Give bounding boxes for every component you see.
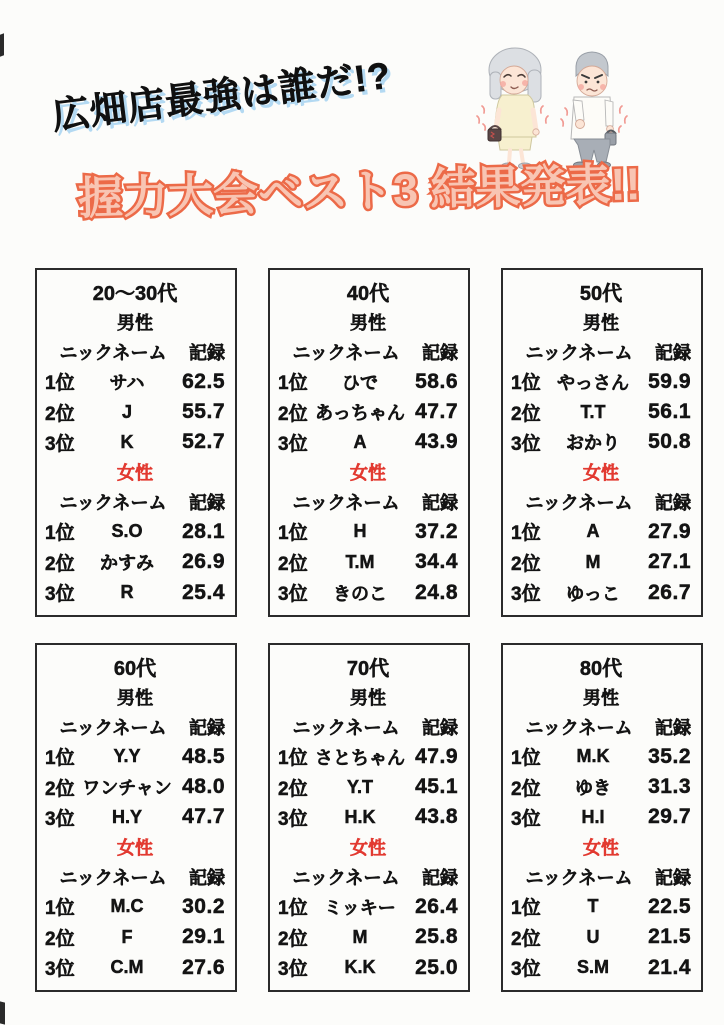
rank-label: 2位: [278, 403, 308, 425]
record-column-header: 記録: [422, 717, 458, 738]
columns-header: [511, 339, 691, 365]
result-row: [511, 579, 691, 606]
nickname-value: きのこ: [333, 583, 387, 604]
record-value: 27.9: [648, 519, 691, 543]
rank-label: 1位: [511, 523, 541, 545]
age-group-box: [35, 268, 237, 617]
nickname-column-header: ニックネーム: [292, 342, 400, 363]
nickname-column-header: ニックネーム: [292, 492, 400, 513]
nickname-value: H.Y: [111, 806, 142, 827]
result-row: [278, 804, 458, 831]
record-value: 31.3: [648, 775, 691, 799]
nickname-value: M: [585, 551, 601, 572]
rank-label: 1位: [45, 898, 75, 920]
rank-label: 1位: [278, 523, 308, 545]
nickname-column-header: ニックネーム: [292, 717, 400, 738]
record-value: 21.5: [648, 925, 691, 949]
result-row: [278, 399, 458, 426]
result-row: [278, 579, 458, 606]
rank-label: 2位: [278, 778, 308, 800]
record-value: 26.7: [648, 580, 691, 604]
nickname-value: A: [586, 521, 600, 542]
nickname-value: J: [121, 401, 132, 422]
columns-header: [511, 489, 691, 515]
nickname-value: あっちゃん: [315, 403, 405, 424]
rank-label: 3位: [278, 808, 308, 830]
record-value: 47.7: [182, 805, 225, 829]
nickname-value: ゆき: [575, 778, 611, 799]
nickname-value: ミッキー: [324, 897, 396, 918]
rank-label: 3位: [511, 959, 541, 981]
rank-label: 2位: [511, 553, 541, 575]
result-row: [45, 549, 225, 576]
record-value: 47.9: [415, 744, 458, 768]
nickname-value: Y.T: [346, 776, 373, 797]
columns-header: [45, 489, 225, 515]
record-value: 30.2: [182, 894, 225, 918]
male-section-label: 男性: [117, 688, 153, 709]
nickname-value: ワンチャン: [82, 778, 172, 799]
record-column-header: 記録: [189, 867, 225, 888]
result-row: [45, 924, 225, 951]
columns-header: [45, 864, 225, 890]
result-row: [278, 549, 458, 576]
rank-label: 3位: [278, 584, 308, 606]
rank-label: 2位: [278, 928, 308, 950]
result-row: [45, 954, 225, 981]
result-row: [278, 429, 458, 456]
female-section-label: 女性: [583, 463, 619, 484]
female-section-label: 女性: [117, 463, 153, 484]
rank-label: 3位: [45, 584, 75, 606]
nickname-value: T: [587, 896, 599, 917]
male-section-label: 男性: [117, 313, 153, 334]
nickname-value: U: [586, 926, 600, 947]
male-section-label: 男性: [583, 313, 619, 334]
nickname-value: サハ: [109, 372, 145, 393]
rank-label: 3位: [511, 584, 541, 606]
columns-header: [278, 714, 458, 740]
record-column-header: 記録: [189, 717, 225, 738]
result-row: [511, 399, 691, 426]
rank-label: 1位: [45, 523, 75, 545]
record-value: 52.7: [182, 430, 225, 454]
age-group-title: 40代: [346, 282, 390, 305]
record-value: 48.5: [182, 744, 225, 768]
rank-label: 1位: [278, 373, 308, 395]
record-value: 25.0: [415, 955, 458, 979]
nickname-value: M: [352, 926, 368, 947]
rank-label: 3位: [278, 433, 308, 455]
nickname-column-header: ニックネーム: [59, 342, 167, 363]
record-value: 21.4: [648, 955, 691, 979]
nickname-column-header: ニックネーム: [525, 342, 633, 363]
nickname-value: H.I: [581, 806, 605, 827]
record-value: 48.0: [182, 775, 225, 799]
nickname-column-header: ニックネーム: [292, 867, 400, 888]
nickname-value: H: [353, 521, 367, 542]
rank-label: 1位: [45, 748, 75, 770]
result-row: [511, 954, 691, 981]
nickname-column-header: ニックネーム: [525, 492, 633, 513]
record-column-header: 記録: [655, 717, 691, 738]
result-row: [45, 579, 225, 606]
rank-label: 1位: [278, 898, 308, 920]
nickname-value: Y.Y: [113, 746, 141, 767]
nickname-value: やっさん: [557, 372, 629, 393]
record-value: 25.8: [415, 925, 458, 949]
female-section-label: 女性: [350, 463, 386, 484]
nickname-value: S.O: [111, 521, 143, 542]
rank-label: 3位: [45, 808, 75, 830]
nickname-value: S.M: [576, 957, 609, 978]
result-row: [45, 774, 225, 801]
nickname-value: K: [120, 431, 134, 452]
rank-label: 2位: [45, 778, 75, 800]
female-section-label: 女性: [350, 838, 386, 859]
result-row: [511, 743, 691, 770]
rank-label: 3位: [511, 808, 541, 830]
result-row: [45, 429, 225, 456]
record-value: 27.1: [648, 550, 691, 574]
record-value: 29.7: [648, 805, 691, 829]
subtitle: 握力大会ベスト3 結果発表!!: [77, 158, 642, 224]
record-value: 25.4: [182, 580, 225, 604]
rank-label: 3位: [45, 959, 75, 981]
result-row: [511, 804, 691, 831]
nickname-value: F: [121, 926, 133, 947]
record-value: 50.8: [648, 430, 691, 454]
record-value: 22.5: [648, 894, 691, 918]
age-group-box: [35, 643, 237, 992]
male-section-label: 男性: [350, 688, 386, 709]
rank-label: 1位: [45, 373, 75, 395]
age-group-box: [268, 268, 470, 617]
result-row: [45, 368, 225, 395]
record-value: 27.6: [182, 955, 225, 979]
nickname-column-header: ニックネーム: [525, 867, 633, 888]
result-row: [278, 954, 458, 981]
results-grid: [35, 268, 703, 992]
nickname-value: さとちゃん: [315, 747, 405, 768]
record-column-header: 記録: [189, 342, 225, 363]
rank-label: 3位: [278, 959, 308, 981]
scan-artifact-top-left: [0, 33, 4, 56]
result-row: [45, 804, 225, 831]
nickname-column-header: ニックネーム: [59, 717, 167, 738]
nickname-value: T.T: [580, 401, 606, 422]
result-row: [45, 743, 225, 770]
columns-header: [511, 864, 691, 890]
rank-label: 2位: [278, 553, 308, 575]
result-row: [511, 429, 691, 456]
record-column-header: 記録: [422, 342, 458, 363]
result-row: [278, 743, 458, 770]
nickname-column-header: ニックネーム: [59, 867, 167, 888]
columns-header: [278, 339, 458, 365]
result-row: [511, 774, 691, 801]
record-value: 43.9: [415, 430, 458, 454]
rank-label: 2位: [511, 778, 541, 800]
rank-label: 2位: [45, 553, 75, 575]
record-value: 24.8: [415, 580, 458, 604]
result-row: [511, 549, 691, 576]
nickname-value: R: [120, 582, 134, 603]
age-group-box: [501, 643, 703, 992]
record-column-header: 記録: [655, 867, 691, 888]
scan-artifact-bottom-left: [0, 1001, 5, 1024]
record-column-header: 記録: [189, 492, 225, 513]
record-column-header: 記録: [422, 867, 458, 888]
columns-header: [45, 714, 225, 740]
columns-header: [511, 714, 691, 740]
result-row: [511, 368, 691, 395]
rank-label: 2位: [45, 928, 75, 950]
male-section-label: 男性: [583, 688, 619, 709]
result-row: [511, 518, 691, 545]
record-value: 34.4: [415, 550, 458, 574]
record-column-header: 記録: [655, 342, 691, 363]
male-section-label: 男性: [350, 313, 386, 334]
nickname-value: H.K: [344, 806, 376, 827]
age-group-title: 50代: [579, 282, 623, 305]
rank-label: 1位: [511, 898, 541, 920]
result-row: [278, 518, 458, 545]
age-group-box: [268, 643, 470, 992]
age-group-box: [501, 268, 703, 617]
nickname-column-header: ニックネーム: [525, 717, 633, 738]
nickname-value: T.M: [345, 551, 375, 572]
record-value: 55.7: [182, 400, 225, 424]
result-row: [278, 893, 458, 920]
record-value: 45.1: [415, 775, 458, 799]
record-value: 28.1: [182, 519, 225, 543]
rank-label: 2位: [45, 403, 75, 425]
result-row: [45, 518, 225, 545]
age-group-title: 70代: [346, 657, 390, 680]
result-row: [511, 924, 691, 951]
record-value: 62.5: [182, 369, 225, 393]
result-row: [45, 399, 225, 426]
age-group-title: 80代: [579, 657, 623, 680]
result-row: [278, 368, 458, 395]
nickname-value: おかり: [566, 433, 620, 454]
record-value: 26.9: [182, 550, 225, 574]
age-group-title: 60代: [113, 657, 157, 680]
nickname-value: A: [353, 431, 367, 452]
female-section-label: 女性: [117, 838, 153, 859]
result-row: [45, 893, 225, 920]
female-section-label: 女性: [583, 838, 619, 859]
record-value: 59.9: [648, 369, 691, 393]
result-row: [511, 893, 691, 920]
nickname-value: ゆっこ: [566, 583, 620, 604]
rank-label: 1位: [511, 748, 541, 770]
record-column-header: 記録: [655, 492, 691, 513]
nickname-value: M.C: [110, 896, 144, 917]
record-value: 37.2: [415, 519, 458, 543]
rank-label: 3位: [45, 433, 75, 455]
result-row: [278, 774, 458, 801]
columns-header: [278, 864, 458, 890]
record-value: 58.6: [415, 369, 458, 393]
record-value: 47.7: [415, 400, 458, 424]
rank-label: 1位: [278, 748, 308, 770]
nickname-value: かすみ: [100, 553, 154, 574]
rank-label: 1位: [511, 373, 541, 395]
record-column-header: 記録: [422, 492, 458, 513]
page-title: 広畑店最強は誰だ!?: [49, 54, 394, 137]
nickname-value: K.K: [344, 957, 376, 978]
record-value: 43.8: [415, 805, 458, 829]
nickname-value: ひで: [342, 372, 378, 393]
age-group-title: 20〜30代: [92, 282, 178, 305]
result-row: [278, 924, 458, 951]
nickname-value: C.M: [110, 957, 144, 978]
nickname-value: M.K: [576, 746, 610, 767]
record-value: 29.1: [182, 925, 225, 949]
columns-header: [45, 339, 225, 365]
record-value: 56.1: [648, 400, 691, 424]
rank-label: 2位: [511, 928, 541, 950]
columns-header: [278, 489, 458, 515]
rank-label: 3位: [511, 433, 541, 455]
record-value: 26.4: [415, 894, 458, 918]
nickname-column-header: ニックネーム: [59, 492, 167, 513]
record-value: 35.2: [648, 744, 691, 768]
rank-label: 2位: [511, 403, 541, 425]
